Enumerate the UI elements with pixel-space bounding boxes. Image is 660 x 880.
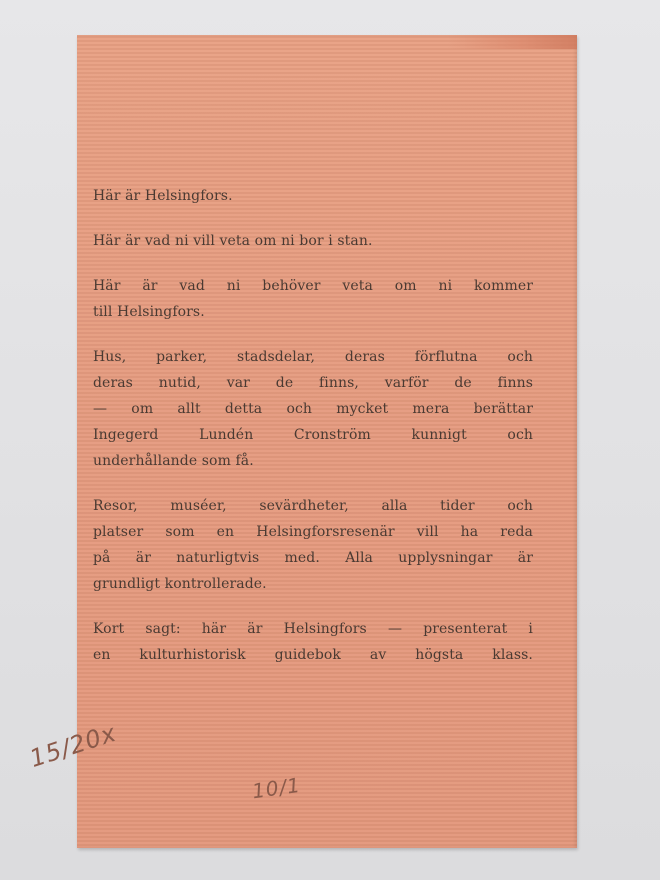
blurb-paragraph-3 — [93, 273, 533, 325]
blurb-line: Ingegerd Lundén Cronström kunnigt och — [93, 427, 533, 443]
blurb-line: Här är Helsingfors. — [93, 188, 233, 204]
blurb-paragraph-5 — [93, 493, 533, 597]
back-cover-blurb — [93, 183, 533, 687]
pencil-price-note: 15/20x — [26, 718, 121, 773]
cover-edge-wear — [447, 35, 577, 49]
blurb-line: en kulturhistorisk guidebok av högsta klass. — [93, 647, 533, 663]
blurb-line: till Helsingfors. — [93, 304, 205, 320]
blurb-paragraph-4 — [93, 344, 533, 474]
blurb-line: platser som en Helsingforsresenär vill ha reda — [93, 524, 533, 540]
blurb-line: Hus, parker, stadsdelar, deras förflutna och — [93, 349, 533, 365]
blurb-line: på är naturligtvis med. Alla upplysningar är — [93, 550, 533, 566]
book-back-cover — [77, 35, 577, 848]
blurb-paragraph-1 — [93, 183, 533, 209]
blurb-line: grundligt kontrollerade. — [93, 576, 267, 592]
blurb-paragraph-2 — [93, 228, 533, 254]
blurb-line: underhållande som få. — [93, 453, 254, 469]
blurb-line: — om allt detta och mycket mera berättar — [93, 401, 533, 417]
blurb-line: Här är vad ni vill veta om ni bor i stan. — [93, 233, 373, 249]
pencil-code-note: 10/1 — [250, 772, 303, 804]
blurb-line: deras nutid, var de finns, varför de finns — [93, 375, 533, 391]
blurb-line: Här är vad ni behöver veta om ni kommer — [93, 278, 533, 294]
blurb-paragraph-6 — [93, 616, 533, 668]
blurb-line: Kort sagt: här är Helsingfors — presenterat i — [93, 621, 533, 637]
blurb-line: Resor, muséer, sevärdheter, alla tider och — [93, 498, 533, 514]
